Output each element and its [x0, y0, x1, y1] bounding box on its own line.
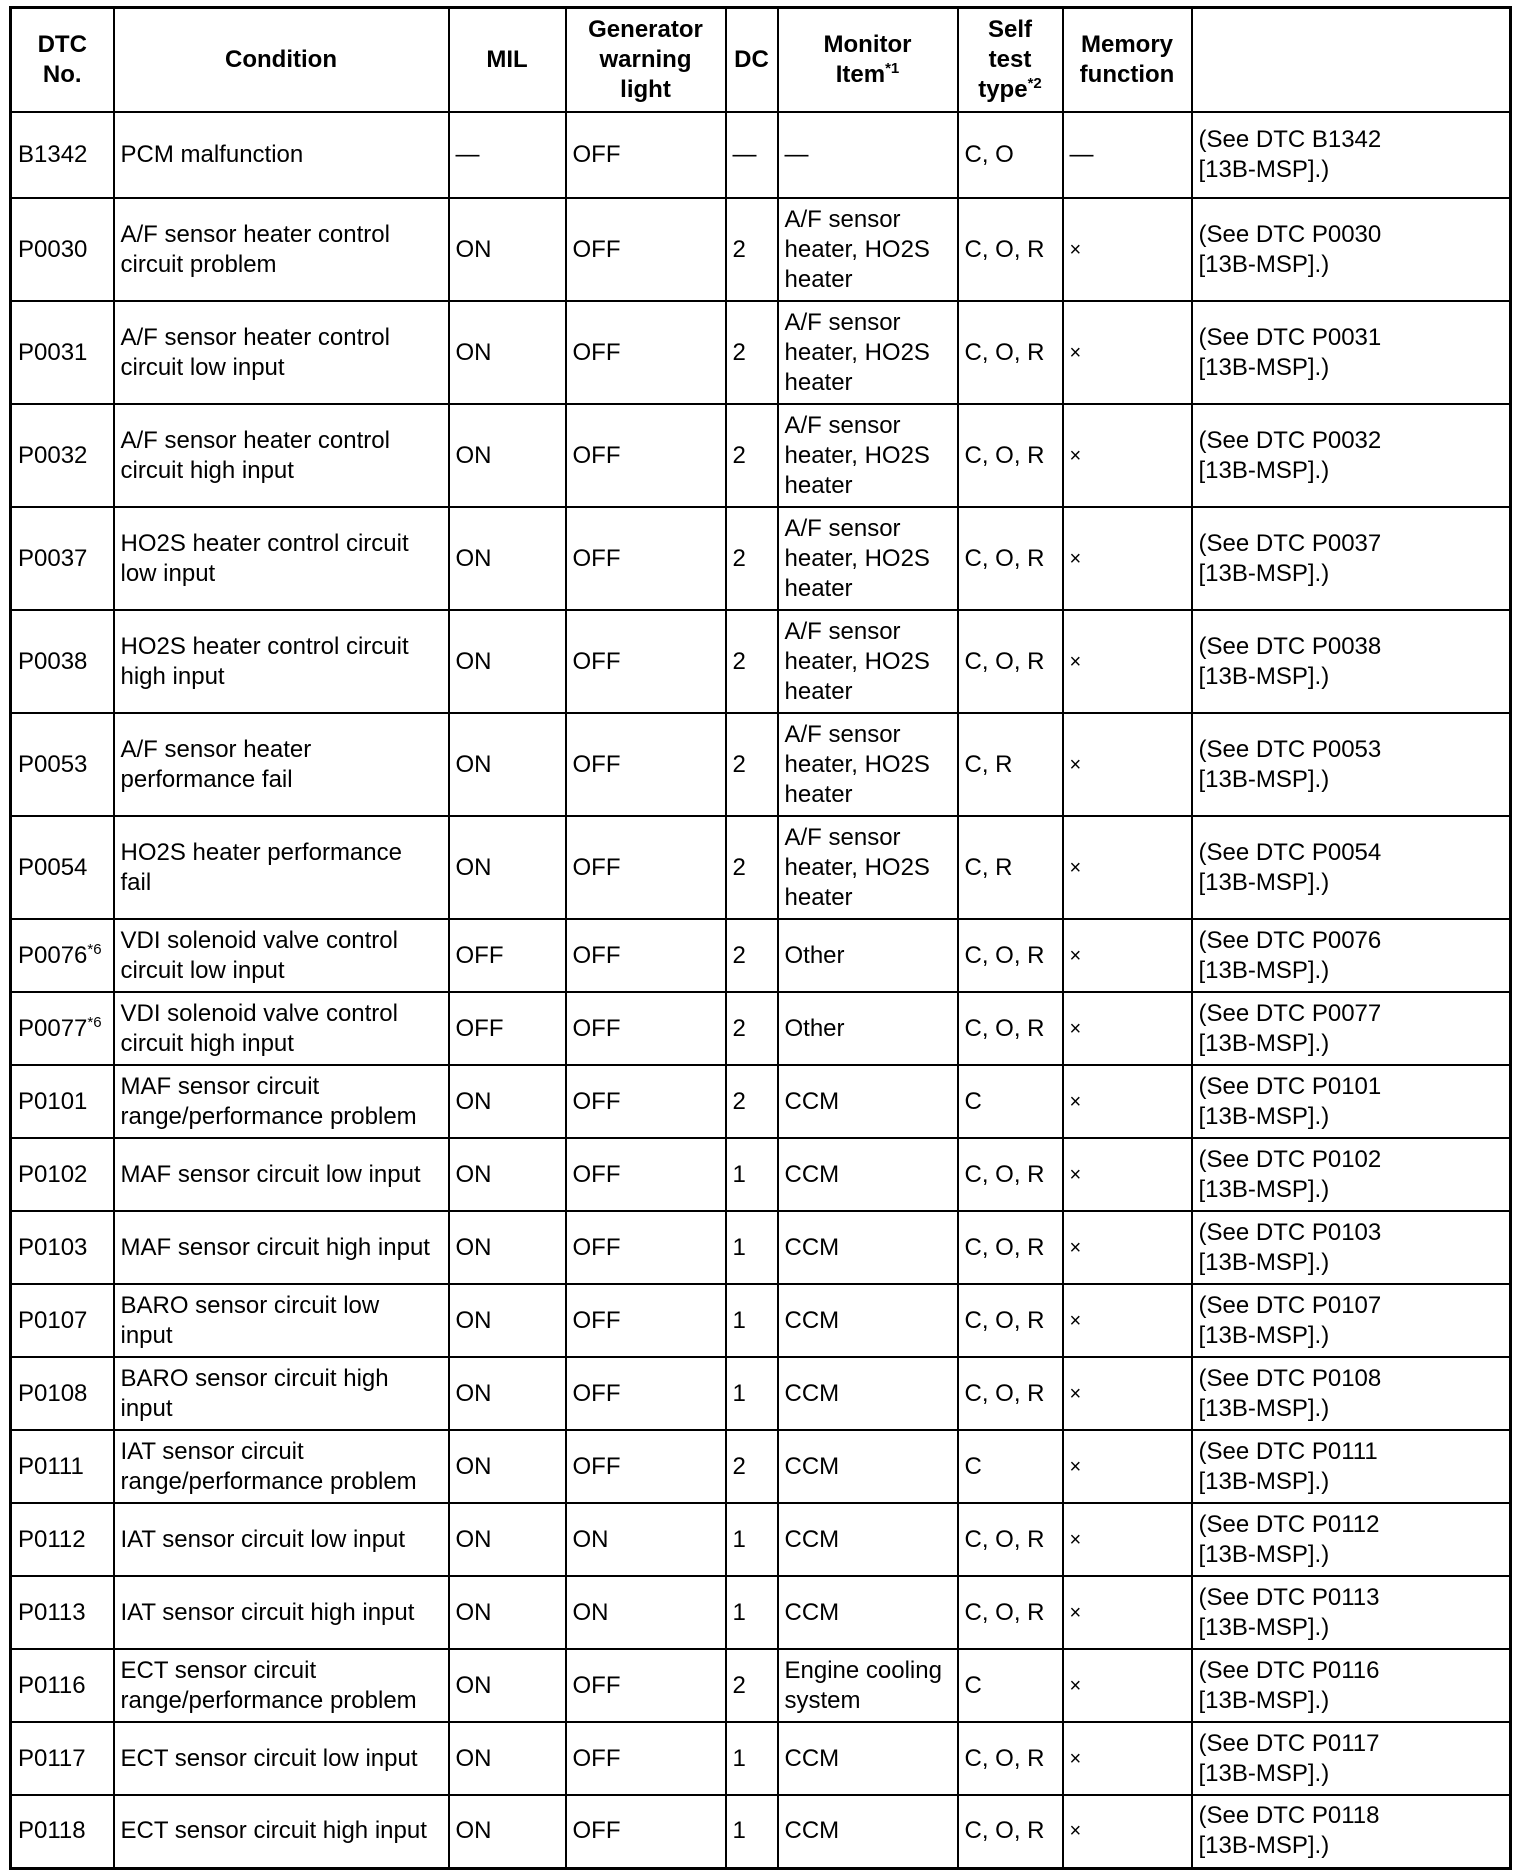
header-generator-warning-light: Generator warning light	[566, 8, 726, 113]
cell-mil: ON	[449, 713, 566, 816]
cell-generator-warning-light: OFF	[566, 112, 726, 198]
header-self-test-footnote: *2	[1027, 75, 1042, 92]
table-row	[11, 1211, 1511, 1284]
cell-dc: 2	[726, 1065, 778, 1138]
cell-condition: PCM malfunction	[114, 112, 449, 198]
cell-self-test-type: C	[958, 1065, 1063, 1138]
dtc-footnote: *6	[87, 940, 102, 958]
cell-reference: (See DTC B1342 [13B-MSP].)	[1192, 112, 1511, 198]
cell-monitor-item: CCM	[778, 1576, 958, 1649]
cell-self-test-type: C, O, R	[958, 301, 1063, 404]
dtc-code: P0117	[18, 1744, 86, 1772]
cell-generator-warning-light: OFF	[566, 1211, 726, 1284]
header-condition: Condition	[114, 8, 449, 113]
cell-monitor-item: CCM	[778, 1357, 958, 1430]
cell-memory-function: ×	[1063, 1430, 1192, 1503]
cell-dc: —	[726, 112, 778, 198]
cell-condition: A/F sensor heater control circuit problem	[114, 198, 449, 301]
table-row	[11, 1503, 1511, 1576]
cell-condition: BARO sensor circuit low input	[114, 1284, 449, 1357]
cell-self-test-type: C, O, R	[958, 1503, 1063, 1576]
cell-memory-function: ×	[1063, 610, 1192, 713]
table-row	[11, 507, 1511, 610]
header-monitor-footnote: *1	[885, 60, 900, 77]
table-row	[11, 1284, 1511, 1357]
cell-condition: ECT sensor circuit range/performance problem	[114, 1649, 449, 1722]
dtc-code: B1342	[18, 141, 88, 168]
cell-dtc-no	[11, 919, 114, 992]
cell-dtc-no	[11, 1357, 114, 1430]
cell-mil: ON	[449, 1065, 566, 1138]
cell-mil: ON	[449, 1795, 566, 1868]
table-row	[11, 112, 1511, 198]
cell-mil: ON	[449, 1722, 566, 1795]
cell-memory-function: ×	[1063, 404, 1192, 507]
cell-mil: ON	[449, 301, 566, 404]
header-dtc-no: DTC No.	[11, 8, 114, 113]
dtc-table	[9, 6, 1512, 1870]
cell-dc: 2	[726, 610, 778, 713]
cell-dc: 1	[726, 1357, 778, 1430]
cell-dtc-no	[11, 198, 114, 301]
cell-reference: (See DTC P0030 [13B-MSP].)	[1192, 198, 1511, 301]
cell-self-test-type: C, O, R	[958, 404, 1063, 507]
cell-memory-function: ×	[1063, 507, 1192, 610]
table-row	[11, 919, 1511, 992]
dtc-code: P0116	[18, 1671, 86, 1699]
cell-mil: ON	[449, 1576, 566, 1649]
cell-dc: 1	[726, 1722, 778, 1795]
cell-reference: (See DTC P0108 [13B-MSP].)	[1192, 1357, 1511, 1430]
cell-reference: (See DTC P0053 [13B-MSP].)	[1192, 713, 1511, 816]
cell-dtc-no	[11, 112, 114, 198]
cell-memory-function: ×	[1063, 1138, 1192, 1211]
cell-generator-warning-light: OFF	[566, 816, 726, 919]
cell-monitor-item: CCM	[778, 1065, 958, 1138]
table-row	[11, 610, 1511, 713]
cell-dc: 2	[726, 919, 778, 992]
cell-dtc-no	[11, 816, 114, 919]
cell-memory-function: ×	[1063, 1722, 1192, 1795]
cell-generator-warning-light: ON	[566, 1576, 726, 1649]
cell-dc: 2	[726, 816, 778, 919]
cell-monitor-item: —	[778, 112, 958, 198]
cell-generator-warning-light: OFF	[566, 1430, 726, 1503]
cell-generator-warning-light: OFF	[566, 1649, 726, 1722]
dtc-code: P0108	[18, 1379, 88, 1407]
cell-dc: 1	[726, 1211, 778, 1284]
cell-mil: ON	[449, 198, 566, 301]
cell-monitor-item: A/F sensor heater, HO2S heater	[778, 404, 958, 507]
dtc-code: P0107	[18, 1306, 88, 1334]
cell-monitor-item: A/F sensor heater, HO2S heater	[778, 816, 958, 919]
cell-monitor-item: A/F sensor heater, HO2S heater	[778, 713, 958, 816]
cell-dtc-no	[11, 1284, 114, 1357]
cell-memory-function: ×	[1063, 301, 1192, 404]
cell-dtc-no	[11, 1211, 114, 1284]
dtc-code: P0076	[18, 941, 88, 969]
table-row	[11, 1576, 1511, 1649]
cell-reference: (See DTC P0101 [13B-MSP].)	[1192, 1065, 1511, 1138]
cell-generator-warning-light: OFF	[566, 404, 726, 507]
cell-dtc-no	[11, 992, 114, 1065]
dtc-code: P0101	[18, 1087, 88, 1115]
cell-reference: (See DTC P0038 [13B-MSP].)	[1192, 610, 1511, 713]
table-row	[11, 1065, 1511, 1138]
cell-memory-function: ×	[1063, 919, 1192, 992]
cell-dtc-no	[11, 507, 114, 610]
cell-generator-warning-light: OFF	[566, 301, 726, 404]
cell-dc: 2	[726, 992, 778, 1065]
cell-memory-function: —	[1063, 112, 1192, 198]
cell-reference: (See DTC P0077 [13B-MSP].)	[1192, 992, 1511, 1065]
cell-generator-warning-light: OFF	[566, 1138, 726, 1211]
cell-memory-function: ×	[1063, 1795, 1192, 1868]
cell-dtc-no	[11, 301, 114, 404]
cell-condition: IAT sensor circuit low input	[114, 1503, 449, 1576]
cell-monitor-item: CCM	[778, 1795, 958, 1868]
cell-self-test-type: C, O, R	[958, 1211, 1063, 1284]
cell-mil: ON	[449, 610, 566, 713]
dtc-code: P0112	[18, 1525, 86, 1553]
cell-dc: 2	[726, 507, 778, 610]
cell-condition: ECT sensor circuit high input	[114, 1795, 449, 1868]
header-row	[11, 8, 1511, 113]
cell-monitor-item: A/F sensor heater, HO2S heater	[778, 610, 958, 713]
cell-self-test-type: C, R	[958, 816, 1063, 919]
header-self-test-type	[958, 8, 1063, 113]
cell-reference: (See DTC P0107 [13B-MSP].)	[1192, 1284, 1511, 1357]
cell-memory-function: ×	[1063, 816, 1192, 919]
cell-self-test-type: C, O, R	[958, 1284, 1063, 1357]
cell-dc: 2	[726, 1430, 778, 1503]
cell-reference: (See DTC P0054 [13B-MSP].)	[1192, 816, 1511, 919]
cell-generator-warning-light: OFF	[566, 1722, 726, 1795]
cell-monitor-item: CCM	[778, 1722, 958, 1795]
cell-monitor-item: A/F sensor heater, HO2S heater	[778, 198, 958, 301]
cell-condition: VDI solenoid valve control circuit low input	[114, 919, 449, 992]
cell-condition: MAF sensor circuit high input	[114, 1211, 449, 1284]
cell-condition: A/F sensor heater control circuit high input	[114, 404, 449, 507]
cell-mil: ON	[449, 404, 566, 507]
cell-self-test-type: C, O, R	[958, 1722, 1063, 1795]
cell-reference: (See DTC P0032 [13B-MSP].)	[1192, 404, 1511, 507]
cell-memory-function: ×	[1063, 1576, 1192, 1649]
cell-self-test-type: C, O, R	[958, 1357, 1063, 1430]
cell-memory-function: ×	[1063, 198, 1192, 301]
cell-generator-warning-light: OFF	[566, 198, 726, 301]
cell-condition: BARO sensor circuit high input	[114, 1357, 449, 1430]
cell-condition: IAT sensor circuit high input	[114, 1576, 449, 1649]
cell-generator-warning-light: OFF	[566, 610, 726, 713]
cell-condition: A/F sensor heater control circuit low input	[114, 301, 449, 404]
cell-mil: OFF	[449, 919, 566, 992]
cell-monitor-item: CCM	[778, 1503, 958, 1576]
cell-mil: ON	[449, 1503, 566, 1576]
cell-condition: HO2S heater performance fail	[114, 816, 449, 919]
dtc-code: P0030	[18, 235, 88, 263]
cell-dtc-no	[11, 1722, 114, 1795]
cell-memory-function: ×	[1063, 1065, 1192, 1138]
dtc-code: P0031	[18, 338, 88, 366]
dtc-code: P0053	[18, 750, 88, 778]
cell-mil: ON	[449, 816, 566, 919]
cell-generator-warning-light: OFF	[566, 507, 726, 610]
cell-mil: OFF	[449, 992, 566, 1065]
cell-condition: HO2S heater control circuit low input	[114, 507, 449, 610]
cell-dtc-no	[11, 713, 114, 816]
cell-mil: ON	[449, 507, 566, 610]
cell-dtc-no	[11, 1795, 114, 1868]
dtc-table-container	[9, 6, 1509, 1870]
cell-mil: ON	[449, 1357, 566, 1430]
cell-monitor-item: A/F sensor heater, HO2S heater	[778, 507, 958, 610]
cell-condition: VDI solenoid valve control circuit high input	[114, 992, 449, 1065]
header-mil: MIL	[449, 8, 566, 113]
cell-reference: (See DTC P0076 [13B-MSP].)	[1192, 919, 1511, 992]
dtc-code: P0102	[18, 1160, 88, 1188]
cell-generator-warning-light: OFF	[566, 1284, 726, 1357]
table-row	[11, 992, 1511, 1065]
cell-dc: 1	[726, 1795, 778, 1868]
cell-reference: (See DTC P0037 [13B-MSP].)	[1192, 507, 1511, 610]
table-row	[11, 1722, 1511, 1795]
dtc-code: P0054	[18, 853, 88, 881]
cell-generator-warning-light: OFF	[566, 1357, 726, 1430]
cell-dc: 2	[726, 404, 778, 507]
cell-memory-function: ×	[1063, 1284, 1192, 1357]
table-row	[11, 1649, 1511, 1722]
dtc-code: P0038	[18, 647, 88, 675]
cell-dtc-no	[11, 1649, 114, 1722]
cell-monitor-item: CCM	[778, 1138, 958, 1211]
cell-condition: IAT sensor circuit range/performance problem	[114, 1430, 449, 1503]
cell-dtc-no	[11, 1576, 114, 1649]
cell-dtc-no	[11, 1430, 114, 1503]
cell-mil: ON	[449, 1284, 566, 1357]
cell-self-test-type: C, O	[958, 112, 1063, 198]
cell-reference: (See DTC P0111 [13B-MSP].)	[1192, 1430, 1511, 1503]
cell-self-test-type: C, O, R	[958, 198, 1063, 301]
cell-reference: (See DTC P0117 [13B-MSP].)	[1192, 1722, 1511, 1795]
dtc-code: P0113	[18, 1598, 86, 1626]
table-row	[11, 301, 1511, 404]
cell-generator-warning-light: OFF	[566, 1795, 726, 1868]
cell-monitor-item: Other	[778, 992, 958, 1065]
cell-dc: 2	[726, 198, 778, 301]
cell-memory-function: ×	[1063, 1503, 1192, 1576]
dtc-code: P0032	[18, 441, 88, 469]
cell-memory-function: ×	[1063, 1357, 1192, 1430]
cell-monitor-item: A/F sensor heater, HO2S heater	[778, 301, 958, 404]
cell-monitor-item: CCM	[778, 1430, 958, 1503]
dtc-code: P0077	[18, 1014, 88, 1042]
cell-self-test-type: C, O, R	[958, 992, 1063, 1065]
cell-generator-warning-light: OFF	[566, 1065, 726, 1138]
header-dc: DC	[726, 8, 778, 113]
cell-dc: 2	[726, 301, 778, 404]
cell-dtc-no	[11, 1065, 114, 1138]
cell-monitor-item: Engine cooling system	[778, 1649, 958, 1722]
cell-mil: —	[449, 112, 566, 198]
cell-self-test-type: C, O, R	[958, 1795, 1063, 1868]
cell-condition: A/F sensor heater performance fail	[114, 713, 449, 816]
table-row	[11, 198, 1511, 301]
cell-self-test-type: C	[958, 1649, 1063, 1722]
table-row	[11, 713, 1511, 816]
cell-reference: (See DTC P0102 [13B-MSP].)	[1192, 1138, 1511, 1211]
dtc-footnote: *6	[87, 1013, 102, 1031]
header-self-test-label: Self test type	[978, 16, 1032, 103]
cell-self-test-type: C, O, R	[958, 1576, 1063, 1649]
cell-memory-function: ×	[1063, 1211, 1192, 1284]
cell-reference: (See DTC P0031 [13B-MSP].)	[1192, 301, 1511, 404]
cell-reference: (See DTC P0116 [13B-MSP].)	[1192, 1649, 1511, 1722]
cell-dc: 1	[726, 1284, 778, 1357]
cell-generator-warning-light: OFF	[566, 992, 726, 1065]
cell-condition: HO2S heater control circuit high input	[114, 610, 449, 713]
cell-mil: ON	[449, 1649, 566, 1722]
cell-self-test-type: C	[958, 1430, 1063, 1503]
table-row	[11, 1430, 1511, 1503]
cell-reference: (See DTC P0103 [13B-MSP].)	[1192, 1211, 1511, 1284]
cell-condition: MAF sensor circuit low input	[114, 1138, 449, 1211]
table-body	[11, 112, 1511, 1868]
header-reference	[1192, 8, 1511, 113]
cell-self-test-type: C, O, R	[958, 610, 1063, 713]
cell-reference: (See DTC P0112 [13B-MSP].)	[1192, 1503, 1511, 1576]
cell-dtc-no	[11, 404, 114, 507]
cell-self-test-type: C, O, R	[958, 507, 1063, 610]
dtc-code: P0037	[18, 544, 88, 572]
dtc-code: P0103	[18, 1233, 88, 1261]
header-monitor-label: Monitor Item	[823, 31, 912, 88]
cell-monitor-item: CCM	[778, 1211, 958, 1284]
table-row	[11, 1795, 1511, 1868]
cell-dc: 1	[726, 1138, 778, 1211]
table-row	[11, 404, 1511, 507]
table-row	[11, 1357, 1511, 1430]
cell-self-test-type: C, O, R	[958, 1138, 1063, 1211]
cell-dtc-no	[11, 1138, 114, 1211]
cell-memory-function: ×	[1063, 992, 1192, 1065]
cell-memory-function: ×	[1063, 1649, 1192, 1722]
cell-generator-warning-light: ON	[566, 1503, 726, 1576]
table-row	[11, 1138, 1511, 1211]
cell-self-test-type: C, R	[958, 713, 1063, 816]
cell-generator-warning-light: OFF	[566, 919, 726, 992]
cell-generator-warning-light: OFF	[566, 713, 726, 816]
cell-condition: ECT sensor circuit low input	[114, 1722, 449, 1795]
cell-dtc-no	[11, 610, 114, 713]
cell-memory-function: ×	[1063, 713, 1192, 816]
cell-reference: (See DTC P0113 [13B-MSP].)	[1192, 1576, 1511, 1649]
cell-self-test-type: C, O, R	[958, 919, 1063, 992]
cell-monitor-item: Other	[778, 919, 958, 992]
table-row	[11, 816, 1511, 919]
cell-dc: 1	[726, 1503, 778, 1576]
header-monitor-item	[778, 8, 958, 113]
cell-dc: 2	[726, 1649, 778, 1722]
cell-condition: MAF sensor circuit range/performance problem	[114, 1065, 449, 1138]
cell-mil: ON	[449, 1430, 566, 1503]
header-memory-function: Memory function	[1063, 8, 1192, 113]
cell-dc: 1	[726, 1576, 778, 1649]
dtc-code: P0118	[18, 1817, 86, 1845]
dtc-code: P0111	[18, 1452, 84, 1480]
cell-mil: ON	[449, 1138, 566, 1211]
cell-dc: 2	[726, 713, 778, 816]
cell-mil: ON	[449, 1211, 566, 1284]
cell-reference: (See DTC P0118 [13B-MSP].)	[1192, 1795, 1511, 1868]
cell-monitor-item: CCM	[778, 1284, 958, 1357]
cell-dtc-no	[11, 1503, 114, 1576]
